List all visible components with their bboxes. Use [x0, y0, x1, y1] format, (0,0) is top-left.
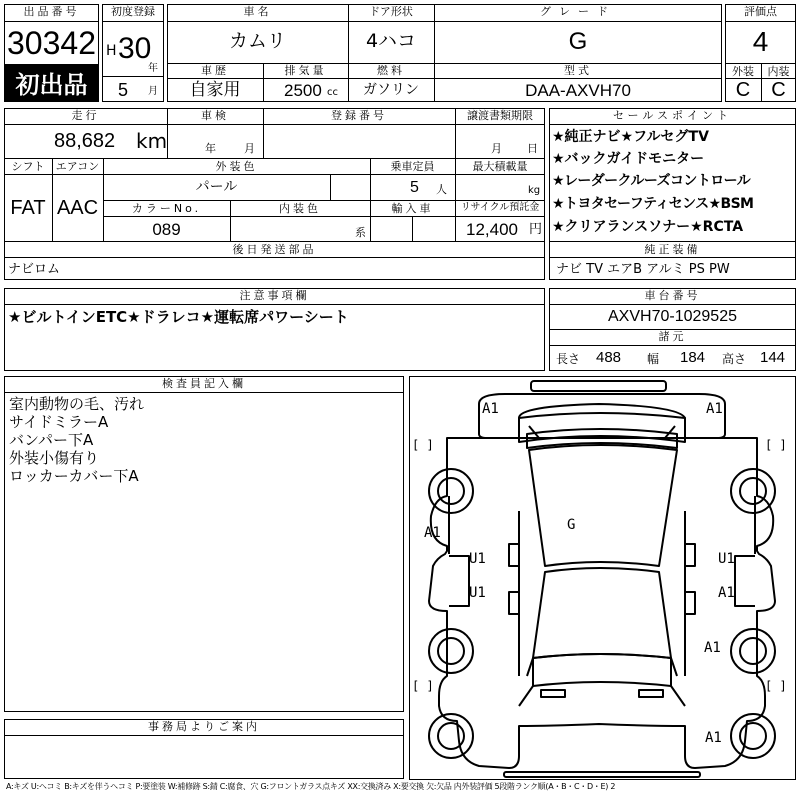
seats-label: 乗車定員 — [390, 160, 435, 173]
equipment: ナビ TV エアB アルミ PS PW — [556, 262, 730, 277]
damage-mark-right-rear-fender: A1 — [704, 640, 721, 656]
chassis-number: AXVH70-1029525 — [608, 308, 737, 325]
recycle-fee: 12,400 — [466, 220, 518, 239]
transfer-day-unit: 日 — [527, 142, 538, 155]
transfer-month-unit: 月 — [491, 142, 502, 155]
inspector-line: 室内動物の毛、汚れ — [9, 395, 145, 413]
damage-mark-right-rear-door: A1 — [718, 585, 735, 601]
aircon-label: エアコン — [55, 160, 100, 173]
notes-title: 注意事項欄 — [239, 289, 310, 302]
later-parts: ナビロム — [8, 262, 61, 277]
legend: A:キズ U:ヘコミ B:キズを伴うヘコミ P:要塗装 W:補修跡 S:錆 C:腐食、穴 G:フロントガラス点キズ XX:交換済み X:要交換 欠:欠品 内外装評価 5段階ランク順(A・B・C・D・E) 2 — [6, 782, 616, 791]
score-label: 評価点 — [744, 5, 777, 18]
damage-mark-rear: A1 — [705, 730, 722, 746]
length-label: 長さ — [556, 352, 581, 366]
bracket-left-lower: [ ] — [412, 679, 434, 693]
mileage-unit: km — [136, 129, 168, 153]
grade-label: グレード — [540, 5, 616, 18]
seats-unit: 人 — [436, 183, 447, 196]
model-label: 型式 — [564, 64, 592, 77]
inspection-month-unit: 月 — [244, 142, 255, 155]
sales-point-item: ★トヨタセーフティセンス★BSM — [552, 196, 754, 212]
grade: G — [568, 28, 588, 55]
length: 488 — [596, 349, 622, 366]
lot-number: 30342 — [7, 25, 96, 61]
sales-point-item: ★バックガイドモニター — [552, 151, 705, 167]
interior-color-unit: 系 — [355, 226, 366, 239]
sales-point-item: ★レーダークルーズコントロール — [552, 173, 751, 189]
lot-number-label: 出品番号 — [23, 5, 80, 18]
import-label: 輸入車 — [391, 202, 434, 215]
history: 自家用 — [189, 80, 241, 100]
displacement: 2500 — [284, 81, 322, 100]
later-parts-label: 後日発送部品 — [232, 243, 317, 256]
exterior-color: パール — [195, 179, 238, 195]
inspector-line: サイドミラーA — [9, 413, 109, 431]
width-label: 幅 — [647, 352, 660, 366]
seats: 5 — [410, 179, 419, 196]
door-type-label: ドア形状 — [369, 5, 413, 18]
car-name-label: 車名 — [243, 5, 272, 18]
registration-era: H — [106, 43, 117, 59]
office-notice-title: 事務局よりご案内 — [148, 720, 260, 733]
registration-year: 30 — [118, 32, 152, 65]
interior-label: 内装 — [767, 65, 790, 78]
registration-month: 5 — [118, 80, 129, 100]
transfer-deadline-label: 譲渡書類期限 — [467, 109, 533, 122]
registration-number-label: 登録番号 — [331, 109, 387, 122]
car-name: カムリ — [228, 30, 286, 52]
interior-grade: C — [771, 79, 786, 101]
registration-month-unit: 月 — [148, 86, 158, 97]
bracket-right-lower: [ ] — [765, 679, 787, 693]
first-registration-label: 初度登録 — [111, 5, 155, 18]
inspector-line: バンパー下A — [9, 431, 94, 449]
equipment-label: 純正装備 — [644, 243, 701, 256]
max-load-label: 最大積載量 — [472, 160, 528, 173]
width: 184 — [680, 349, 706, 366]
damage-mark-left-front-door: U1 — [469, 551, 486, 567]
first-listing-badge: 初出品 — [5, 64, 98, 101]
color-number-label: カラーNo. — [131, 202, 202, 215]
damage-mark-front-left: A1 — [482, 401, 499, 417]
fuel: ガソリン — [363, 82, 419, 98]
color-number: 089 — [152, 220, 181, 239]
damage-mark-left-rear-door: U1 — [469, 585, 486, 601]
displacement-unit: cc — [327, 87, 338, 98]
door-type: 4ハコ — [365, 30, 417, 52]
notes-text: ★ビルトインETC★ドラレコ★運転席パワーシート — [8, 308, 349, 326]
history-label: 車歴 — [201, 64, 229, 77]
inspector-line: ロッカーカバー下A — [9, 467, 139, 485]
interior-color-label: 内装色 — [279, 202, 321, 215]
max-load-unit: kg — [528, 185, 541, 196]
sales-point-item: ★純正ナビ★フルセグTV — [552, 129, 709, 145]
inspector-title: 検査員記入欄 — [162, 377, 246, 390]
sales-points-title: セールスポイント — [612, 109, 732, 122]
bracket-right-upper: [ ] — [765, 438, 787, 452]
recycle-fee-label: リサイクル預託金 — [460, 202, 540, 213]
mileage-label: 走行 — [71, 109, 100, 122]
sales-point-item: ★クリアランスソナー★RCTA — [552, 219, 744, 235]
damage-mark-right-front-door: U1 — [718, 551, 735, 567]
exterior-color-label: 外装色 — [215, 160, 258, 173]
bracket-left-upper: [ ] — [412, 438, 434, 452]
exterior-label: 外装 — [732, 65, 754, 78]
inspection-label: 車検 — [201, 109, 229, 122]
height-label: 高さ — [722, 352, 747, 366]
model: DAA-AXVH70 — [525, 81, 631, 100]
car-diagram — [409, 376, 796, 780]
score: 4 — [752, 26, 769, 57]
inspector-line: 外装小傷有り — [9, 449, 100, 467]
exterior-grade: C — [735, 79, 751, 101]
damage-mark-roof: G — [567, 517, 576, 533]
shift-label: シフト — [11, 160, 45, 173]
recycle-fee-unit: 円 — [529, 222, 543, 237]
fuel-label: 燃料 — [377, 64, 405, 77]
inspection-year-unit: 年 — [205, 142, 216, 155]
aircon: AAC — [56, 197, 99, 219]
registration-year-unit: 年 — [148, 63, 158, 74]
height: 144 — [760, 349, 786, 366]
dimensions-label: 諸元 — [658, 330, 687, 343]
shift: FAT — [10, 197, 46, 219]
damage-mark-front-right: A1 — [706, 401, 723, 417]
damage-mark-left-fender: A1 — [424, 525, 441, 541]
chassis-label: 車台番号 — [644, 289, 701, 302]
displacement-label: 排気量 — [284, 64, 327, 77]
mileage: 88,682 — [54, 130, 116, 152]
